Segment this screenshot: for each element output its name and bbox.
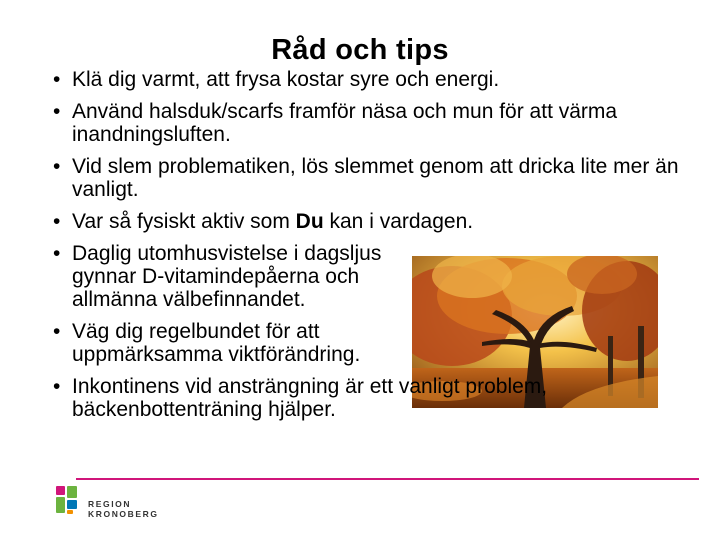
logo-text-kronoberg: KRONOBERG xyxy=(88,509,159,519)
bullet-dot: • xyxy=(53,375,61,398)
list-item-text: Daglig utomhusvistelse i dagsljus gynnar D-vitamindepåerna och allmänna välbefinnandet. xyxy=(72,242,382,311)
list-item xyxy=(48,375,688,421)
list-item xyxy=(48,210,688,233)
region-kronoberg-logo-mark xyxy=(52,482,82,523)
list-item xyxy=(48,242,432,311)
bullet-dot: • xyxy=(53,320,61,343)
bullet-dot: • xyxy=(53,242,61,265)
list-item-text: Inkontinens vid ansträngning är ett vanligt problem, bäckenbottenträning hjälper. xyxy=(72,375,548,421)
list-item xyxy=(48,100,688,146)
list-item-text: Klä dig varmt, att frysa kostar syre och energi. xyxy=(72,68,500,91)
list-item xyxy=(48,320,432,366)
list-item-emphasis: Du xyxy=(295,210,324,233)
slide-title: Råd och tips xyxy=(271,34,449,66)
list-item-text-start: Var så fysiskt aktiv som xyxy=(72,210,296,233)
bullet-dot: • xyxy=(53,155,61,178)
tips-list xyxy=(48,68,688,430)
footer-divider xyxy=(76,478,699,480)
bullet-dot: • xyxy=(53,100,61,123)
bullet-dot: • xyxy=(53,68,61,91)
list-item xyxy=(48,68,688,91)
list-item-text: Väg dig regelbundet för att uppmärksamma viktförändring. xyxy=(72,320,361,366)
list-item xyxy=(48,155,688,201)
list-item-text-end: kan i vardagen. xyxy=(323,210,474,233)
list-item-text: Vid slem problematiken, lös slemmet genom att dricka lite mer än vanligt. xyxy=(72,155,679,201)
logo-text-region: REGION xyxy=(88,499,132,509)
bullet-dot: • xyxy=(53,210,61,233)
list-item-text: Använd halsduk/scarfs framför näsa och mun för att värma inandningsluften. xyxy=(72,100,618,146)
